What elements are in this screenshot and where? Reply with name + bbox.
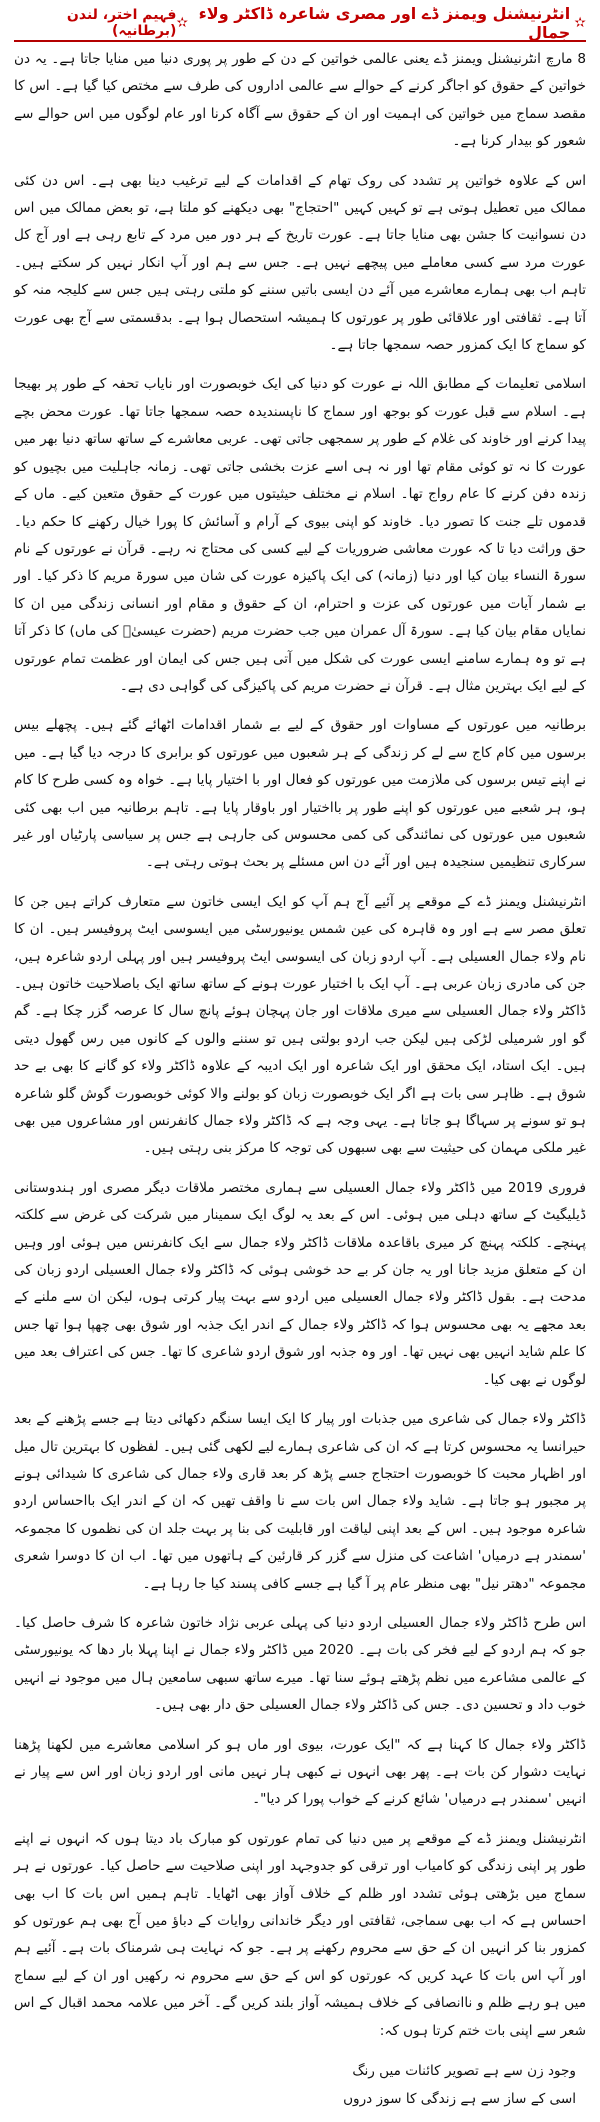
- poem-line: وجود زن سے ہے تصویر کائنات میں رنگ: [352, 2063, 576, 2080]
- paragraph: انٹرنیشنل ویمنز ڈے کے موقعے پر میں دنیا کی تمام عورتوں کو مبارک باد دیتا ہوں کہ انہوں نے اپنے طور پر اپنی زندگی کو کامیاب اور ترقی کو جدوجہد اور اپنی صلاحیت سے حاصل کیا۔ عورتوں نے ہر سماج میں بڑھتی ہوئی تشدد اور ظلم کے خلاف آواز بھی اٹھایا۔ تاہم ہمیں اس بات کا اب بھی احساس ہے کہ اب بھی سماجی، ثقافتی اور دیگر خاندانی روایات کے دباؤ میں آج بھی ہم عورتوں کو کمزور بنا کر انہیں ان کے حق سے محروم رکھنے پر ہے۔ جو کہ نہایت ہی شرمناک بات ہے۔ آئیے ہم اور آپ اس بات کا عہد کریں کہ عورتوں کو اس کے حق سے محروم نہ رکھیں اور ان کے لیے سماج میں ہو رہے ظلم و ناانصافی کے خلاف ہمیشہ آواز بلند کریں گے۔ آخر میں علامہ محمد اقبال کے اس شعر سے اپنی بات ختم کرتا ہوں کہ:: [14, 1830, 586, 2039]
- poem-line: اسی کے ساز سے ہے زندگی کا سوز دروں: [343, 2091, 576, 2108]
- paragraph: اسلامی تعلیمات کے مطابق اللہ نے عورت کو دنیا کی ایک خوبصورت اور نایاب تحفہ کے طور پر بھیجا ہے۔ اسلام سے قبل عورت کو بوجھ اور سماج کا ناپسندیدہ حصہ سمجھا جاتا تھا۔ عورت محض بچے پیدا کرنے اور خاوند کی غلام کے طور پر سمجھی جاتی تھی۔ عربی معاشرے کے ساتھ ساتھ دنیا بھر میں عورت کا نہ تو کوئی مقام تھا اور نہ ہی اسے عزت بخشی جاتی تھی۔ زمانہ جاہلیت میں بچیوں کو زندہ دفن کرنے کا عام رواج تھا۔ اسلام نے مختلف حیثیتوں میں عورت کے حقوق متعین کیے۔ ماں کے قدموں تلے جنت کا تصور دیا۔ خاوند کو اپنی بیوی کے آرام و آسائش کا پورا خیال رکھنے کا حکم دیا۔ حق وراثت دیا تا کہ عورت معاشی ضروریات کے لیے کسی کی محتاج نہ رہے۔ قرآن نے عورتوں کے نام سورۃ النساء بیان کیا اور دنیا (زمانہ) کی ایک پاکیزہ عورت کی شان میں سورۃ مریم کا ذکر کیا۔ اور بے شمار آیات میں عورتوں کی عزت و احترام، ان کے حقوق و مقام اور انسانی زندگی میں ان کا نمایاں مقام بیان کیا ہے۔ سورۃ آل عمران میں جب حضرت مریم (حضرت عیسیٰؑ کی ماں) کا ذکر آتا ہے تو وہ ہمارے سامنے ایسی عورت کی شکل میں آتی ہیں جس کی ایمان اور عظمت تمام عورتوں کے لیے ایک بہترین مثال ہے۔ قرآن نے حضرت مریم کی پاکیزگی کی گواہی دی ہے۔: [14, 376, 586, 694]
- paragraph: انٹرنیشنل ویمنز ڈے کے موقعے پر آئیے آج ہم آپ کو ایک ایسی خاتون سے متعارف کراتے ہیں جن کا تعلق مصر سے ہے اور وہ قاہرہ کی عین شمس یونیورسٹی میں ایسوسی ایٹ پروفیسر ہیں۔ ان کا نام ولاء جمال العسیلی ہے۔ آپ اردو زبان کی ایسوسی ایٹ پروفیسر ہیں اور پہلی اردو شاعرہ ہیں، جن کی مادری زبان عربی ہے۔ آپ ایک با اختیار عورت ہونے کے ساتھ ساتھ ایک باصلاحیت خاتون ہیں۔ ڈاکٹر ولاء جمال العسیلی سے میری ملاقات اور جان پہچان ہوئے پانچ سال کا عرصہ گزر چکا ہے۔ گم گو اور شرمیلی لڑکی ہیں لیکن جب اردو بولتی ہیں تو سننے والوں کے کانوں میں رس گھول دیتی ہیں۔ ایک استاد، ایک محقق اور ایک شاعرہ اور ایک ادیبہ کے علاوہ ڈاکٹر ولاء کو گانے کا بھی بے حد شوق ہے۔ ظاہر سی بات ہے اگر ایک خوبصورت زبان کو بولنے والا کوئی خوبصورت گوش گلو شاعرہ ہو تو سونے پر سہاگا ہو جاتا ہے۔ یہی وجہ ہے کہ ڈاکٹر ولاء جمال کانفرنس اور مشاعروں میں بھی غیر ملکی مہمان کی حیثیت سے بھی سبھوں کی توجہ کا مرکز بنی رہتی ہیں۔: [14, 893, 586, 1157]
- star-icon: ✫: [574, 15, 586, 31]
- star-icon: ✫: [176, 15, 189, 31]
- paragraph: فروری 2019 میں ڈاکٹر ولاء جمال العسیلی سے ہماری مختصر ملاقات دیگر مصری اور ہندوستانی ڈیلیگیٹ کے ساتھ دہلی میں ہوئی۔ اس کے بعد یہ لوگ ایک سمینار میں شرکت کی غرض سے کلکتہ پہنچے۔ کلکتہ پہنچ کر میری باقاعدہ ملاقات ڈاکٹر ولاء جمال سے ایک کانفرنس میں ہوئی اور وہیں ان کے متعلق مزید جانا اور یہ جان کر بے حد خوشی ہوئی کہ ڈاکٹر ولاء جمال العسیلی اردو زبان کی مدحت ہے۔ بقول ڈاکٹر ولاء جمال العسیلی میں اردو سے بہت پیار کرتی ہوں، لیکن ان سے ملنے کے بعد مجھے یہ بھی محسوس ہوا کہ ڈاکٹر ولاء جمال کے اندر ایک جذبہ اور شوق بھی چھپا ہوا تھا جس کا علم شاید انہیں بھی نہیں تھا۔ اور وہ جذبہ اور شوق اردو شاعری کا تھا۔ جس کی اعتراف بعد میں لوگوں نے بھی کیا۔: [14, 1179, 586, 1388]
- paragraph: 8 مارچ انٹرنیشنل ویمنز ڈے یعنی عالمی خواتین کے دن کے طور پر پوری دنیا میں منایا جاتا ہے۔ یہ دن خواتین کے حقوق کو اجاگر کرنے کے حوالے سے عالمی اداروں کی طرف سے مختص کیا گیا ہے۔ اس کا مقصد سماج میں خواتین کی اہمیت اور ان کے حقوق سے آگاہ کرنا اور عام لوگوں میں اس حوالے سے شعور کو بیدار کرنا ہے۔: [14, 51, 586, 150]
- author-byline: فہیم اختر، لندن (برطانیہ): [66, 7, 177, 39]
- paragraph: برطانیہ میں عورتوں کے مساوات اور حقوق کے لیے بے شمار اقدامات اٹھائے گئے ہیں۔ پچھلے بیس برسوں میں کام کاج سے لے کر زندگی کے ہر شعبوں میں عورتوں کو برابری کا درجہ دیا گیا ہے۔ میں نے اپنے تیس برسوں کی ملازمت میں عورتوں کو فعال اور با اختیار پایا ہے۔ خواہ وہ کسی طرح کا کام ہو، ہر شعبے میں عورتوں کو اپنے طور پر بااختیار اور باوقار پایا ہے۔ تاہم برطانیہ میں اب بھی کئی شعبوں میں عورتوں کی نمائندگی کی کمی محسوس کی جارہی ہے جس پر سیاسی پارٹیاں اور غیر سرکاری تنظیمیں سنجیدہ ہیں اور آئے دن اس مسئلے پر بحث ہوتی رہتی ہے۔: [14, 717, 586, 871]
- paragraph: اس طرح ڈاکٹر ولاء جمال العسیلی اردو دنیا کی پہلی عربی نژاد خاتون شاعرہ کا شرف حاصل کیا۔ جو کہ ہم اردو کے لیے فخر کی بات ہے۔ 2020 میں ڈاکٹر ولاء جمال نے اپنا پہلا بار دھا کہ یونیورسٹی کے عالمی مشاعرے میں نظم پڑھتے ہوئے سنا تھا۔ میرے ساتھ سبھی سامعین ہال میں موجود نے انہیں خوب داد و تحسین دی۔ جس کی ڈاکٹر ولاء جمال العسیلی حق دار بھی ہیں۔: [14, 1614, 586, 1714]
- article-title: انٹرنیشنل ویمنز ڈے اور مصری شاعرہ ڈاکٹر ولاء جمال: [198, 4, 571, 42]
- paragraph: ڈاکٹر ولاء جمال کی شاعری میں جذبات اور پیار کا ایک ایسا سنگم دکھائی دیتا ہے جسے پڑھنے کے بعد حیرانسا یہ محسوس کرتا ہے کہ ان کی شاعری ہمارے لیے لکھی گئی ہیں۔ لفظوں کا بہترین تال میل اور اظہار محبت کا خوبصورت احتجاج جسے پڑھ کر بعد قاری ولاء جمال کی شاعری کا شیدائی ہونے پر مجبور ہو جاتا ہے۔ شاید ولاء جمال اس بات سے نا واقف تھیں کہ ان کے اندر ایک بااحساس اردو شاعرہ موجود ہیں۔ اس کے بعد اپنی لیاقت اور قابلیت کی بنا پر بہت جلد ان کی نظموں کا مجموعہ 'سمندر ہے درمیاں' اشاعت کی منزل سے گزر کر قارئین کے ہاتھوں میں تھا۔ اب ان کا دوسرا شعری مجموعہ "دھتر نیل" بھی منظر عام پر آ گیا ہے جسے کافی پسند کیا جا رہا ہے۔: [14, 1411, 586, 1592]
- paragraph: اس کے علاوہ خواتین پر تشدد کی روک تھام کے اقدامات کے لیے ترغیب دینا بھی ہے۔ اس دن کئی ممالک میں تعطیل ہوتی ہے تو کہیں کہیں "احتجاج" بھی دیکھنے کو ملتا ہے، تو بعض ممالک میں اس دن نسوانیت کا جشن بھی منایا جاتا ہے۔ عورت تاریخ کے ہر دور میں مرد کے تابع رہی ہے اور آج کل عورت مرد سے کسی معاملے میں پیچھے نہیں ہے۔ جس سے ہم اور آپ انکار نہیں کر سکتے ہیں۔ تاہم اب بھی ہمارے معاشرے میں آئے دن ایسی باتیں سننے کو ملتی رہتی ہیں جس سے کلیجہ منہ کو آتا ہے۔ ثقافتی اور علاقائی طور پر عورتوں کا ہمیشہ استحصال ہوا ہے۔ بدقسمتی سے آج بھی عورت کو سماج کا ایک کمزور حصہ سمجھا جاتا ہے۔: [14, 172, 586, 354]
- article-body: [14, 46, 586, 2045]
- article-header: [14, 6, 586, 42]
- title-block: [176, 4, 586, 42]
- paragraph: ڈاکٹر ولاء جمال کا کہنا ہے کہ "ایک عورت، بیوی اور ماں ہو کر اسلامی معاشرے میں لکھنا پڑھنا نہایت دشوار کن بات ہے۔ پھر بھی انہوں نے کبھی ہار نہیں مانی اور اردو زبان اور اس سے پیار نے انہیں 'سمندر ہے درمیاں' شائع کرنے کے خواب پورا کر دیا"۔: [14, 1736, 586, 1808]
- closing-poem: [14, 2057, 586, 2113]
